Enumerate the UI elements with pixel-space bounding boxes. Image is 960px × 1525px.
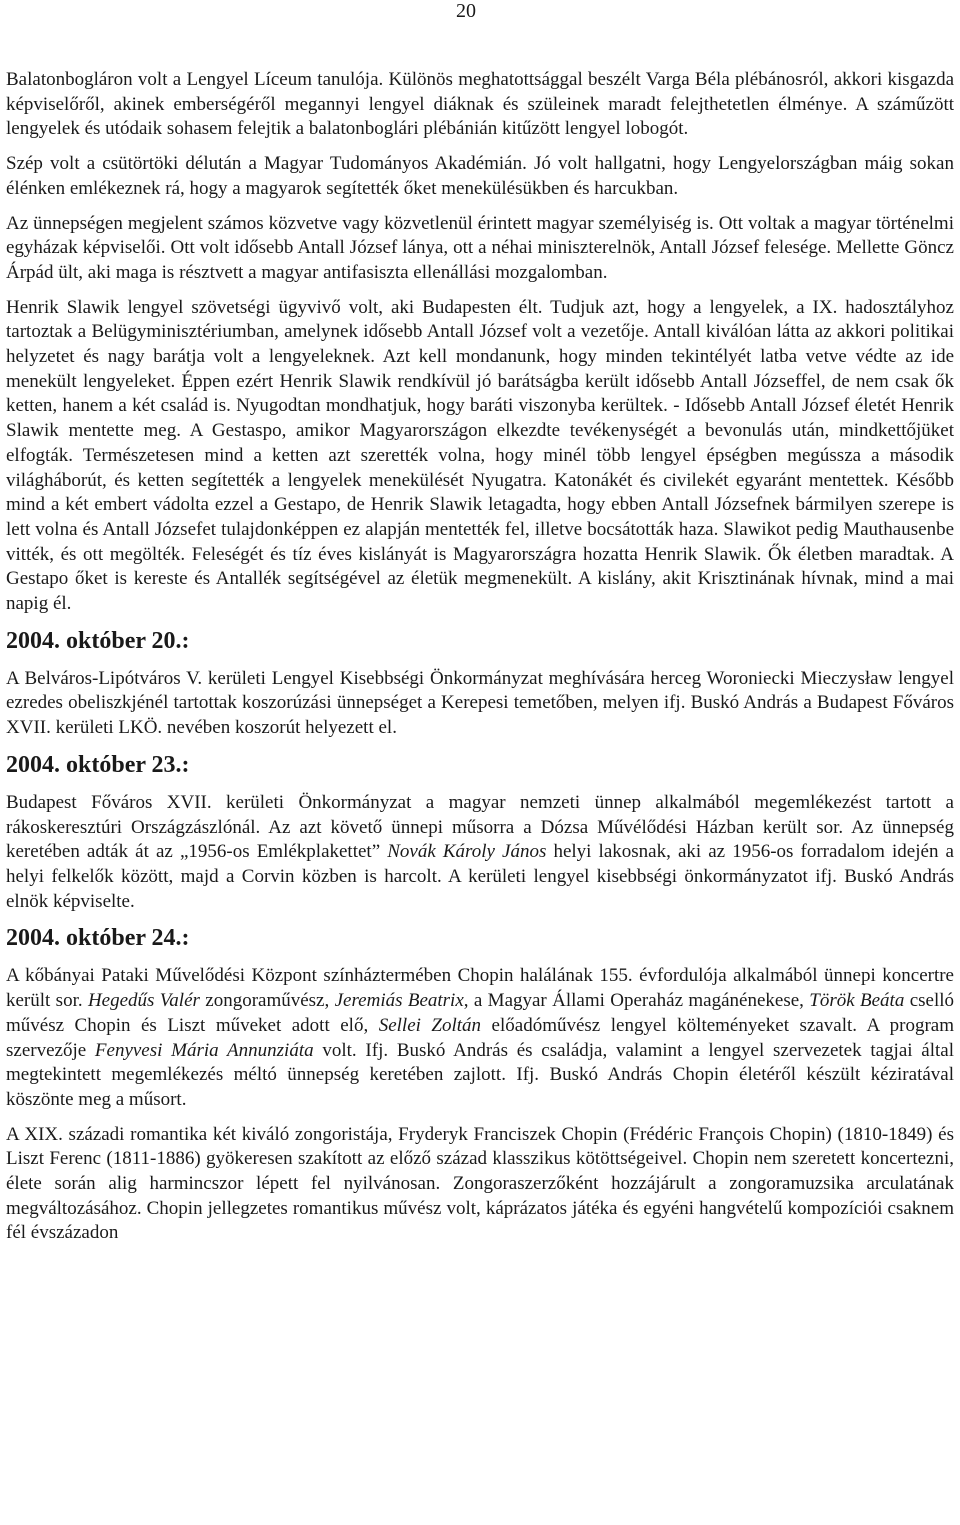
paragraph-text: , a Magyar Állami Operaház magánénekese, — [463, 990, 810, 1012]
paragraph-text: Balatonbogláron volt a Lengyel Líceum tanulója. Különös meghatottsággal beszélt Varga Béla plébánosról, akkori kisgazda képviselőről, akinek emberségéről megannyi lengyel diáknak és szüleinek maradt felejthetetlen élménye. A száműzött lengyelek és utódaik sohasem felejtik a balatonboglári plébánián kitűzött lengyel lobogót. — [6, 69, 954, 140]
paragraph-text: zongoraművész, — [199, 990, 335, 1012]
italic-name: Fenyvesi Mária Annunziáta — [94, 1039, 314, 1061]
paragraph — [6, 667, 954, 741]
page-number: 20 — [456, 0, 476, 22]
paragraph — [6, 296, 954, 617]
italic-name: Jeremiás Beatrix — [334, 990, 464, 1012]
date-heading: 2004. október 24.: — [6, 925, 190, 952]
paragraph-text: A Belváros-Lipótváros V. kerületi Lengyel Kisebbségi Önkormányzat meghívására herceg Woroniecki Mieczysław lengyel ezredes obeliszkjénél tartottak koszorúzási ünnepséget a Kerepesi temetőben, melyen ifj. Buskó András a Budapest Főváros XVII. kerületi LKÖ. nevében koszorút helyezett el. — [6, 667, 954, 739]
paragraph — [6, 152, 954, 201]
paragraph-text: Henrik Slawik lengyel szövetségi ügyvivő volt, aki Budapesten élt. Tudjuk azt, hogy a lengyelek, a IX. hadosztályhoz tartoztak a Belügyminisztériumban, amelynek idősebb Antall József volt a vezetője. Antall kiválóan látta az akkori politikai helyzetet és nagy barátja volt a lengyeleknek. Azt kell mondanunk, hogy minden tekintélyét latba vetve védte az ide menekült lengyeleket. Éppen ezért Henrik Slawik rendkívül jó barátságba került idősebb Antall Józseffel, de nem csak ők ketten, hanem a két család is. Nyugodtan mondhatjuk, hogy baráti viszonyba kerültek. - Idősebb Antall József életét Henrik Slawik mentette meg. A Gestaspo, amikor Magyarországon elkezdte tevékenységét a bevonulás után, mindkettőjüket elfogták. Természetesen mind a ketten azt szerették volna, hogy minél több lengyel épségben megússza a második világháborút, és ketten segítették a lengyelek menekülését Nyugatra. Katonákét és civilekét egyaránt mentettek. Később mind a két embert vádolta ezzel a Gestapo, de Henrik Slawik letagadta, hogy ebben Antall Józsefnek bármilyen szerepe is lett volna és Antall Józsefet tulajdonképpen ez alapján mentették fel, illetve bocsátották haza. Slawikot pedig Mauthausenbe vitték, és ott megölték. Feleségét és tíz éves kislányát is Magyarországra hozatta Henrik Slawik. Ők életben maradtak. A Gestapo őket is kereste és Antallék segítségével az életük megmenekült. A kislány, akit Krisztinának hívnak, mind a mai napig él. — [6, 296, 954, 615]
italic-name: Török Beáta — [809, 990, 905, 1012]
paragraph-text: helyi lakosnak, aki az 1956-os forradalom idején a helyi felkelők között, majd a Corvin közben is harcolt. A kerületi lengyel kisebbségi önkormányzatot ifj. Buskó András elnök képviselte. — [6, 841, 954, 912]
paragraph-text: Szép volt a csütörtöki délután a Magyar Tudományos Akadémián. Jó volt hallgatni, hogy Lengyelországban máig sokan élénken emlékeznek rá, hogy a magyarok segítették őket menekülésükben és harcukban. — [6, 153, 954, 199]
paragraph-text: Az ünnepségen megjelent számos közvetve vagy közvetlenül érintett magyar személyiség is. Ott voltak a magyar történelmi egyházak képviselői. Ott volt idősebb Antall József lánya, ott a néhai miniszterelnök, Antall József felesége. Mellette Göncz Árpád ült, aki maga is résztvett a magyar antifasiszta ellenállási mozgalomban. — [6, 212, 954, 283]
date-heading: 2004. október 23.: — [6, 751, 190, 778]
document-body — [6, 68, 954, 1256]
paragraph-text: volt. Ifj. Buskó András és családja, valamint a lengyel szervezetek tagjai által megtekintett megemlékezés méltó ünnepség keretében zajlott. Ifj. Buskó András Chopin életéről készült kéziratával köszönte meg a műsort. — [6, 1039, 954, 1110]
italic-name: Novák Károly János — [387, 841, 547, 863]
paragraph-text: Budapest Főváros XVII. kerületi Önkormányzat a magyar nemzeti ünnep alkalmából megemlékezést tartott a rákoskeresztúri Országzászlónál. Az azt követő ünnepi műsorra a Dózsa Művélődési Házban került sor. Az ünnepség keretében adták át az „1956-os Emlékplakettet” — [6, 791, 954, 863]
paragraph-text: A XIX. századi romantika két kiváló zongoristája, Fryderyk Franciszek Chopin (Frédéric François Chopin) (1810-1849) és Liszt Ferenc (1811-1886) gyökeresen szakított az előző század klasszikus kötöttségeivel. Chopin nem szeretett koncertezni, élete során alig harmincszor lépett fel nyilvánosan. Zongoraszerzőként hozzájárult a zongoramuzsika arculatának megváltozásához. Chopin jellegzetes romantikus művész volt, káprázatos játéka és egyéni hangvételű kompozíciói csaknem fél évszázadon — [6, 1123, 954, 1244]
paragraph-text: cselló művész Chopin és Liszt műveket adott elő, — [6, 990, 955, 1036]
italic-name: Sellei Zoltán — [378, 1014, 482, 1036]
paragraph — [6, 791, 954, 915]
italic-name: Hegedűs Valér — [87, 990, 200, 1012]
paragraph-text: A kőbányai Pataki Művelődési Központ színháztermében Chopin halálának 155. évfordulója alkalmából ünnepi koncertre került sor. — [6, 965, 954, 1012]
date-heading: 2004. október 20.: — [6, 627, 190, 654]
paragraph — [6, 1123, 954, 1247]
paragraph-text: előadóművész lengyel költeményeket szavalt. A program szervezője — [6, 1014, 955, 1061]
paragraph — [6, 212, 954, 286]
paragraph — [6, 68, 954, 142]
paragraph — [6, 964, 954, 1112]
